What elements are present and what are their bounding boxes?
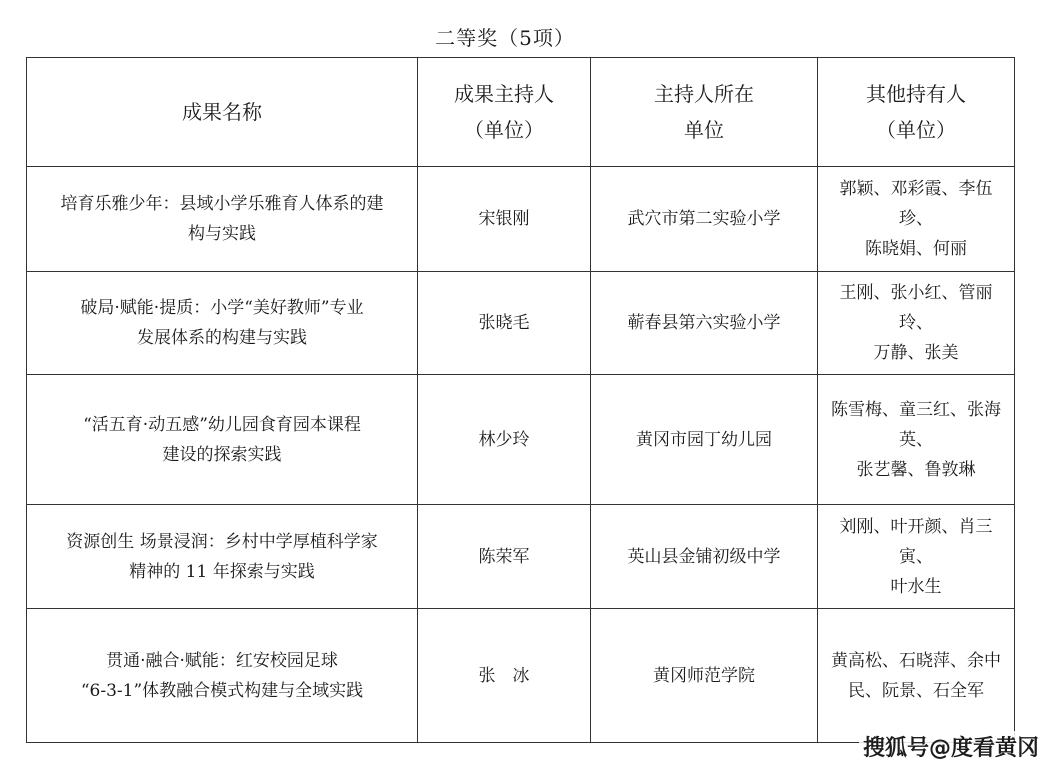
source-watermark: 搜狐号@度看黄冈 [859, 731, 1043, 762]
achievement-name-cell [27, 505, 418, 609]
header-host-line2: （单位） [464, 118, 544, 142]
header-name-text: 成果名称 [182, 100, 262, 124]
header-achievement-name [27, 58, 418, 167]
host-cell: 陈荣军 [418, 505, 591, 609]
other-holders-cell [818, 505, 1015, 609]
other-holders-line: 民、阮景、石全军 [848, 680, 984, 701]
other-holders-line: 刘刚、叶开颜、肖三寅、 [839, 516, 993, 567]
host-cell: 张晓毛 [418, 272, 591, 375]
achievement-name-line: 发展体系的构建与实践 [137, 328, 307, 348]
other-holders-line: 郭颖、邓彩霞、李伍珍、 [839, 179, 993, 229]
other-holders-line: 黄高松、石晓萍、余中 [831, 650, 1001, 671]
header-host [418, 58, 591, 167]
table-row [27, 609, 1015, 743]
header-others-line2: （单位） [876, 118, 956, 142]
host-cell: 林少玲 [418, 375, 591, 505]
achievement-name-cell [27, 609, 418, 743]
table-row [27, 167, 1015, 272]
header-unit-line2: 单位 [684, 118, 724, 142]
achievement-name-cell [27, 375, 418, 505]
host-unit-cell: 蕲春县第六实验小学 [591, 272, 818, 375]
other-holders-cell [818, 167, 1015, 272]
other-holders-line: 陈雪梅、童三红、张海 [831, 399, 1001, 420]
header-host-unit [591, 58, 818, 167]
achievement-name-line: “6-3-1”体教融合模式构建与全域实践 [80, 680, 364, 701]
achievement-name-cell [27, 167, 418, 272]
achievement-name-line: 培育乐雅少年：县域小学乐雅育人体系的建 [60, 194, 384, 214]
other-holders-line: 英、 [899, 429, 933, 450]
achievement-name-line: 破局·赋能·提质：小学“美好教师”专业 [80, 298, 364, 318]
other-holders-cell [818, 375, 1015, 505]
table-row [27, 505, 1015, 609]
header-other-holders [818, 58, 1015, 167]
achievement-name-line: 建设的探索实践 [162, 444, 282, 465]
achievement-name-cell [27, 272, 418, 375]
other-holders-cell [818, 272, 1015, 375]
achievement-name-line: 构与实践 [188, 224, 256, 244]
other-holders-line: 张艺馨、鲁敦琳 [856, 459, 976, 480]
other-holders-line: 叶水生 [890, 576, 942, 597]
table-header-row [27, 58, 1015, 167]
host-unit-cell: 黄冈师范学院 [591, 609, 818, 743]
header-unit-line1: 主持人所在 [654, 82, 754, 106]
host-unit-cell: 武穴市第二实验小学 [591, 167, 818, 272]
achievement-name-line: 资源创生 场景浸润：乡村中学厚植科学家 [66, 531, 378, 552]
other-holders-line: 万静、张美 [873, 343, 959, 363]
other-holders-line: 陈晓娟、何丽 [865, 239, 967, 259]
achievement-name-line: “活五育·动五感”幼儿园食育园本课程 [83, 414, 361, 435]
achievement-name-line: 贯通·融合·赋能：红安校园足球 [106, 650, 338, 671]
host-unit-cell: 黄冈市园丁幼儿园 [591, 375, 818, 505]
table-row [27, 375, 1015, 505]
host-cell: 宋银刚 [418, 167, 591, 272]
header-host-line1: 成果主持人 [454, 82, 554, 106]
other-holders-cell [818, 609, 1015, 743]
host-unit-cell: 英山县金铺初级中学 [591, 505, 818, 609]
host-cell: 张 冰 [418, 609, 591, 743]
table-row [27, 272, 1015, 375]
achievement-name-line: 精神的 11 年探索与实践 [129, 561, 315, 582]
page-title: 二等奖（5项） [435, 26, 575, 50]
awards-table [26, 57, 1015, 743]
header-others-line1: 其他持有人 [866, 82, 966, 106]
other-holders-line: 王刚、张小红、管丽玲、 [839, 283, 993, 333]
